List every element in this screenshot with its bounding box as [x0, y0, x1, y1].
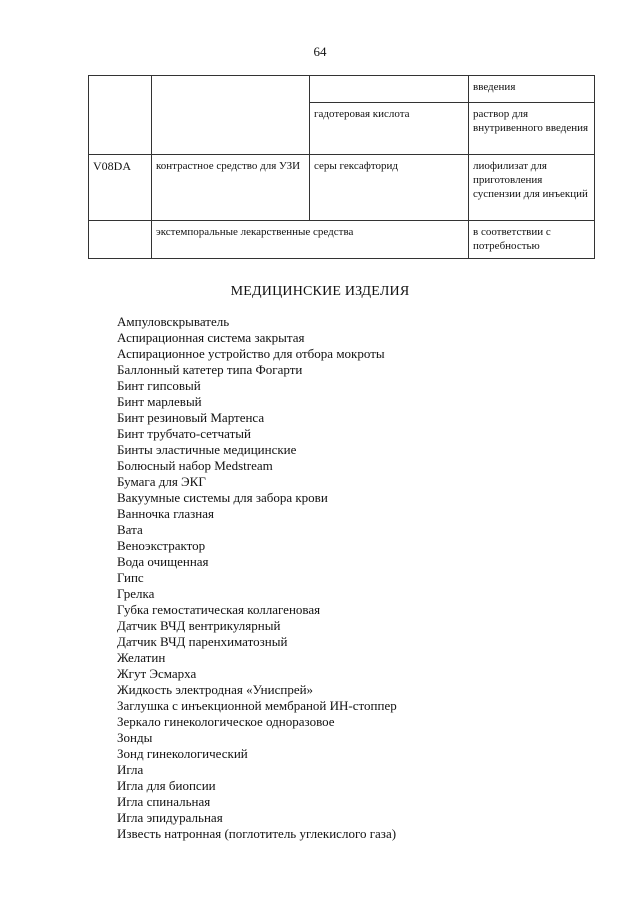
table-row [89, 76, 595, 103]
list-item: Зонды [117, 730, 153, 745]
group-cell [152, 76, 310, 155]
dosage-form-cell: раствор для внутривенного введения [469, 103, 595, 155]
list-item: Заглушка с инъекционной мембраной ИН-стоппер [117, 698, 397, 713]
list-item: Жгут Эсмарха [117, 666, 197, 681]
drug-table [88, 75, 595, 259]
list-item: Болюсный набор Medstream [117, 458, 273, 473]
list-item: Аспирационное устройство для отбора мокроты [117, 346, 385, 361]
list-item: Баллонный катетер типа Фогарти [117, 362, 303, 377]
list-item: Вакуумные системы для забора крови [117, 490, 328, 505]
list-item: Игла для биопсии [117, 778, 216, 793]
list-item: Желатин [117, 650, 166, 665]
list-item: Бинты эластичные медицинские [117, 442, 297, 457]
table-row [89, 155, 595, 221]
list-item: Бинт резиновый Мартенса [117, 410, 265, 425]
list-item: Губка гемостатическая коллагеновая [117, 602, 321, 617]
list-item: Жидкость электродная «Униспрей» [117, 682, 314, 697]
list-item: Бинт гипсовый [117, 378, 201, 393]
group-cell: контрастное средство для УЗИ [152, 155, 310, 221]
dosage-form-cell: введения [469, 76, 595, 103]
list-item: Ампуловскрыватель [117, 314, 230, 329]
atc-code-cell: V08DA [89, 155, 152, 221]
list-item: Игла спинальная [117, 794, 211, 809]
list-item: Веноэкстрактор [117, 538, 206, 553]
list-item: Грелка [117, 586, 155, 601]
table-row [89, 221, 595, 259]
list-item: Бинт марлевый [117, 394, 202, 409]
drug-name-cell [310, 76, 469, 103]
list-item: Аспирационная система закрытая [117, 330, 305, 345]
list-item: Датчик ВЧД вентрикулярный [117, 618, 281, 633]
list-item: Ванночка глазная [117, 506, 214, 521]
list-item: Гипс [117, 570, 144, 585]
list-item: Зеркало гинекологическое одноразовое [117, 714, 335, 729]
list-item: Датчик ВЧД паренхиматозный [117, 634, 288, 649]
drug-name-cell: серы гексафторид [310, 155, 469, 221]
page-number: 64 [313, 44, 327, 59]
device-list [117, 314, 397, 842]
list-item: Игла эпидуральная [117, 810, 223, 825]
dosage-form-cell: лиофилизат для приготовления суспензии для инъекций [469, 155, 595, 221]
list-item: Зонд гинекологический [117, 746, 248, 761]
list-item: Вата [117, 522, 143, 537]
list-item: Известь натронная (поглотитель углекислого газа) [117, 826, 397, 841]
list-item: Игла [117, 762, 144, 777]
list-item: Вода очищенная [117, 554, 209, 569]
atc-code-cell [89, 76, 152, 155]
group-cell: экстемпоральные лекарственные средства [152, 221, 469, 259]
list-item: Бумага для ЭКГ [117, 474, 206, 489]
section-heading: МЕДИЦИНСКИЕ ИЗДЕЛИЯ [230, 284, 410, 299]
list-item: Бинт трубчато-сетчатый [117, 426, 251, 441]
drug-name-cell: гадотеровая кислота [310, 103, 469, 155]
dosage-form-cell: в соответствии с потребностью [469, 221, 595, 259]
atc-code-cell [89, 221, 152, 259]
